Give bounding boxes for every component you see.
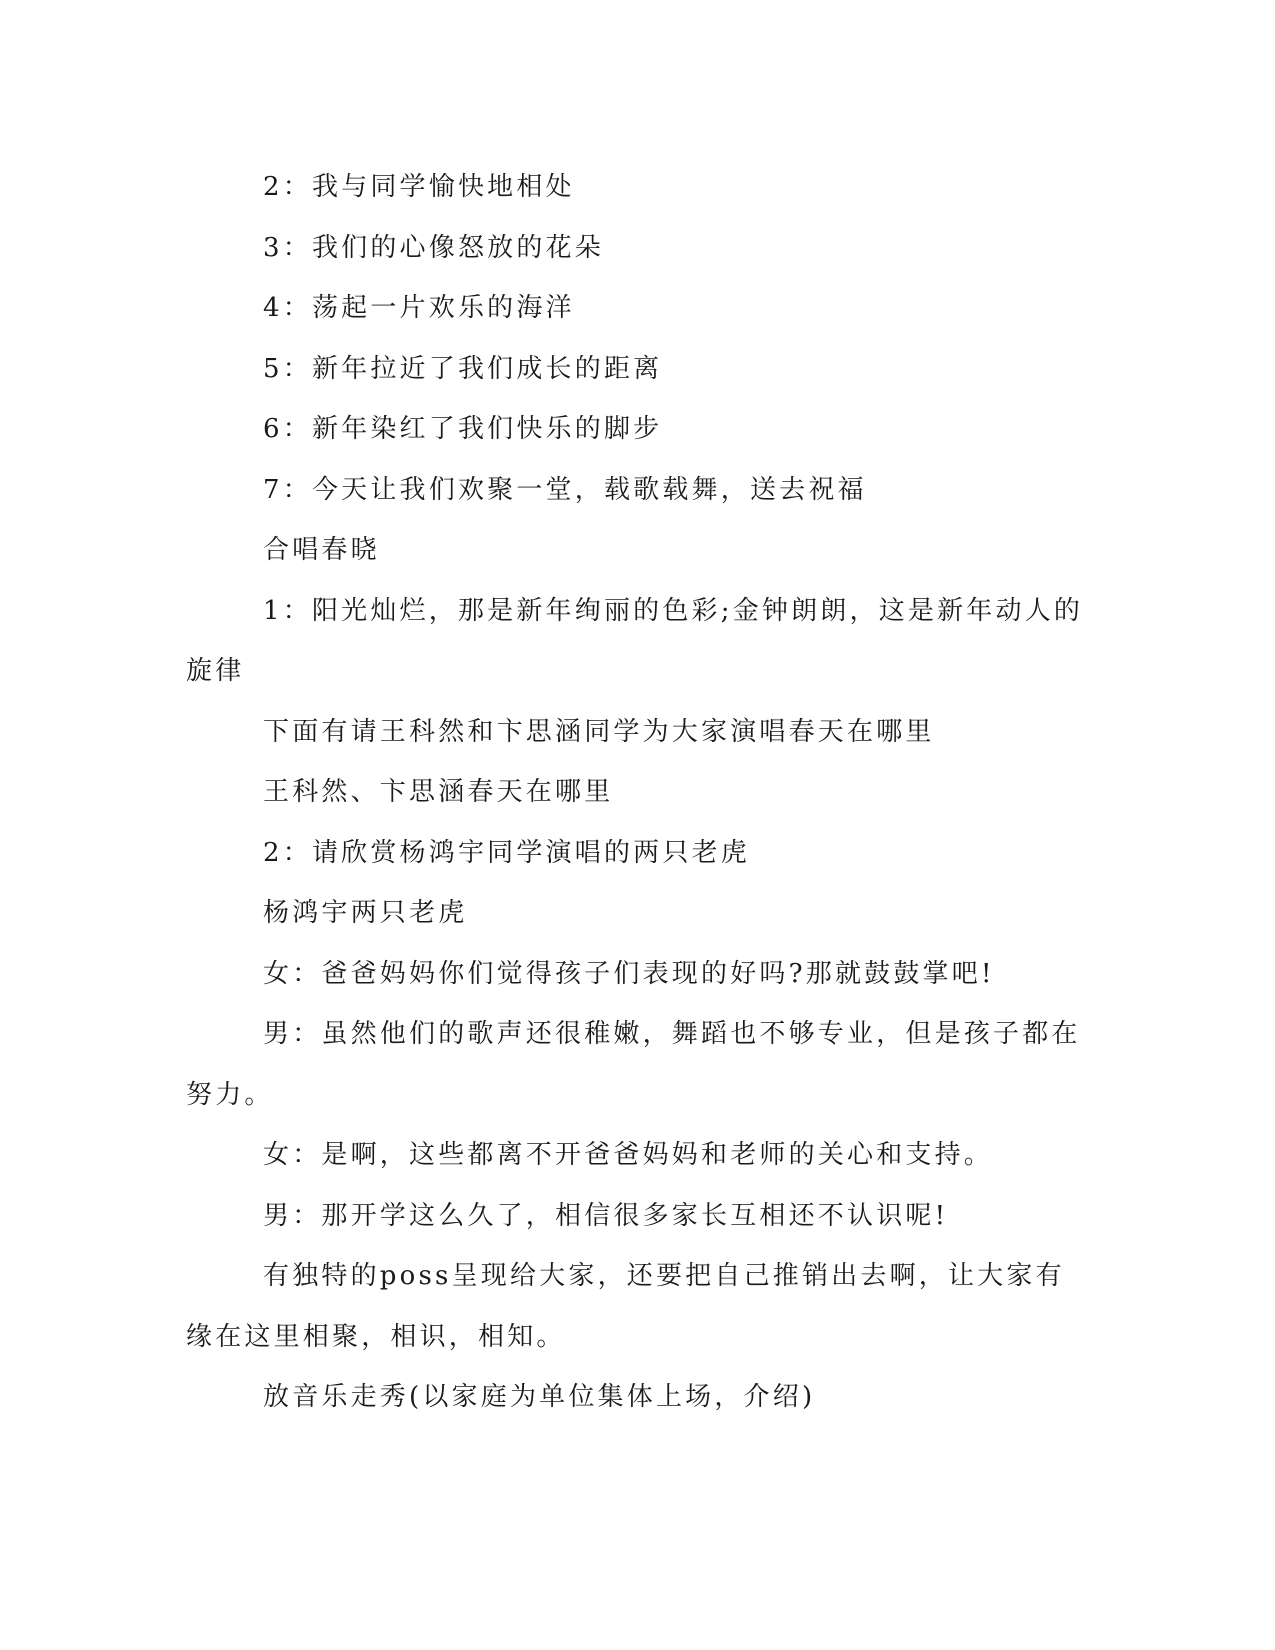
paragraph: 合唱春晓 — [263, 535, 380, 565]
paragraph: 女：是啊，这些都离不开爸爸妈妈和老师的关心和支持。 — [263, 1140, 994, 1170]
paragraph: 7：今天让我们欢聚一堂，载歌载舞，送去祝福 — [263, 474, 867, 505]
paragraph: 男：那开学这么久了，相信很多家长互相还不认识呢! — [263, 1200, 949, 1231]
paragraph: 女：爸爸妈妈你们觉得孩子们表现的好吗?那就鼓鼓掌吧! — [263, 958, 995, 989]
paragraph: 男：虽然他们的歌声还很稚嫩，舞蹈也不够专业，但是孩子都在努力。 — [186, 1019, 1081, 1110]
paragraph: 下面有请王科然和卞思涵同学为大家演唱春天在哪里 — [263, 716, 935, 747]
paragraph: 2：我与同学愉快地相处 — [263, 172, 575, 202]
paragraph: 4：荡起一片欢乐的海洋 — [263, 293, 575, 323]
paragraph: 6：新年染红了我们快乐的脚步 — [263, 414, 663, 444]
paragraph: 王科然、卞思涵春天在哪里 — [263, 777, 614, 807]
paragraph: 5：新年拉近了我们成长的距离 — [263, 353, 663, 384]
paragraph: 杨鸿宇两只老虎 — [263, 898, 468, 928]
document-body — [186, 157, 1086, 1428]
paragraph: 3：我们的心像怒放的花朵 — [263, 232, 604, 263]
paragraph: 2：请欣赏杨鸿宇同学演唱的两只老虎 — [263, 837, 750, 868]
paragraph: 放音乐走秀(以家庭为单位集体上场，介绍) — [263, 1382, 816, 1412]
paragraph: 有独特的poss呈现给大家，还要把自己推销出去啊，让大家有缘在这里相聚，相识，相知。 — [186, 1261, 1065, 1352]
paragraph: 1：阳光灿烂，那是新年绚丽的色彩;金钟朗朗，这是新年动人的旋律 — [186, 595, 1084, 686]
